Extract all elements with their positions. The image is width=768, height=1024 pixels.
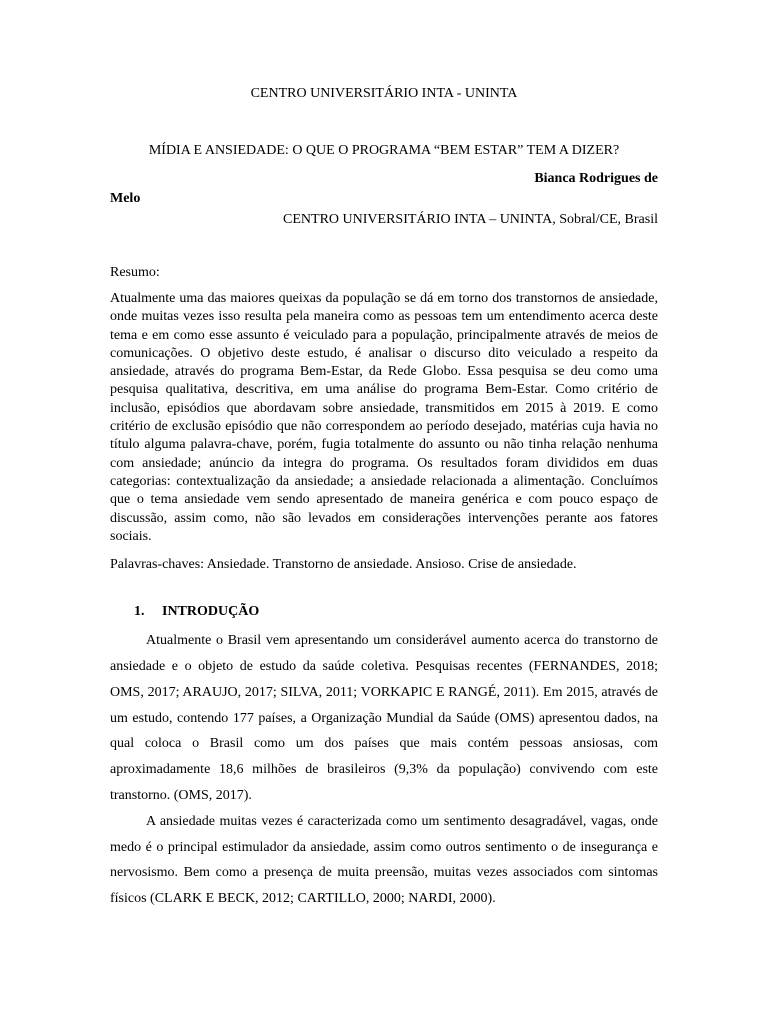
paper-title: MÍDIA E ANSIEDADE: O QUE O PROGRAMA “BEM ESTAR” TEM A DIZER? [148,143,620,158]
abstract-label: Resumo: [110,265,160,280]
section-number: 1. [134,604,145,620]
body-paragraph-1: Atualmente o Brasil vem apresentando um considerável aumento acerca do transtorno de ansiedade e o objeto de estudo da saúde coletiva. Pesquisas recentes (FERNANDES, 2018; OMS, 2017; ARAUJO, 2017; SILVA, 2011; VORKAPIC E RANGÉ, 2011). Em 2015, através de um estudo, contendo 177 países, a Organização Mundial da Saúde (OMS) apresentou dados, na qual coloca o Brasil como um dos países que mais contém pessoas ansiosas, com aproximadamente 18,6 milhões de brasileiros (9,3% da população) convivendo com este transtorno. (OMS, 2017). [110,633,658,803]
author-name-line-1: Bianca Rodrigues de [534,171,658,186]
document-page [110,84,658,912]
author-affiliation: CENTRO UNIVERSITÁRIO INTA – UNINTA, Sobral/CE, Brasil [283,212,658,227]
author-name-line-2: Melo [110,191,141,206]
section-title: INTRODUÇÃO [162,604,260,620]
abstract-text: Atualmente uma das maiores queixas da população se dá em torno dos transtornos de ansiedade, onde muitas vezes isso resulta pela maneira como as pessoas tem um entendimento acerca deste tema e em como esse assunto é veiculado para a população, principalmente através de meios de comunicações. O objetivo deste estudo, é analisar o discurso dito veiculado a respeito da ansiedade, através do programa Bem-Estar, da Rede Globo. Essa pesquisa se deu como uma pesquisa qualitativa, descritiva, em uma análise do programa Bem-Estar. Como critério de inclusão, episódios que abordavam sobre ansiedade, transmitidos em 2015 à 2019. E como critério de exclusão episódio que não correspondem ao período desejado, matérias cuja havia no título alguma palavra-chave, porém, fugia totalmente do assunto ou não tinha relação nenhuma com ansiedade; anúncio da integra do programa. Os resultados foram divididos em duas categorias: contextualização da ansiedade; a ansiedade relacionada a alimentação. Concluímos que o tema ansiedade vem sendo apresentado de maneira genérica e com pouco espaço de discussão, assim como, não são levados em considerações intervenções perante aos fatores sociais. [110,291,658,544]
keywords: Palavras-chaves: Ansiedade. Transtorno de ansiedade. Ansioso. Crise de ansiedade. [110,557,577,573]
body-paragraph-2: A ansiedade muitas vezes é caracterizada como um sentimento desagradável, vagas, onde medo é o principal estimulador da ansiedade, assim como outros sentimento o de insegurança e nervosismo. Bem como a presença de muita preensão, muitas vezes associados com sintomas físicos (CLARK E BECK, 2012; CARTILLO, 2000; NARDI, 2000). [110,813,658,907]
section-heading [110,602,658,622]
institution-heading: CENTRO UNIVERSITÁRIO INTA - UNINTA [250,86,518,101]
